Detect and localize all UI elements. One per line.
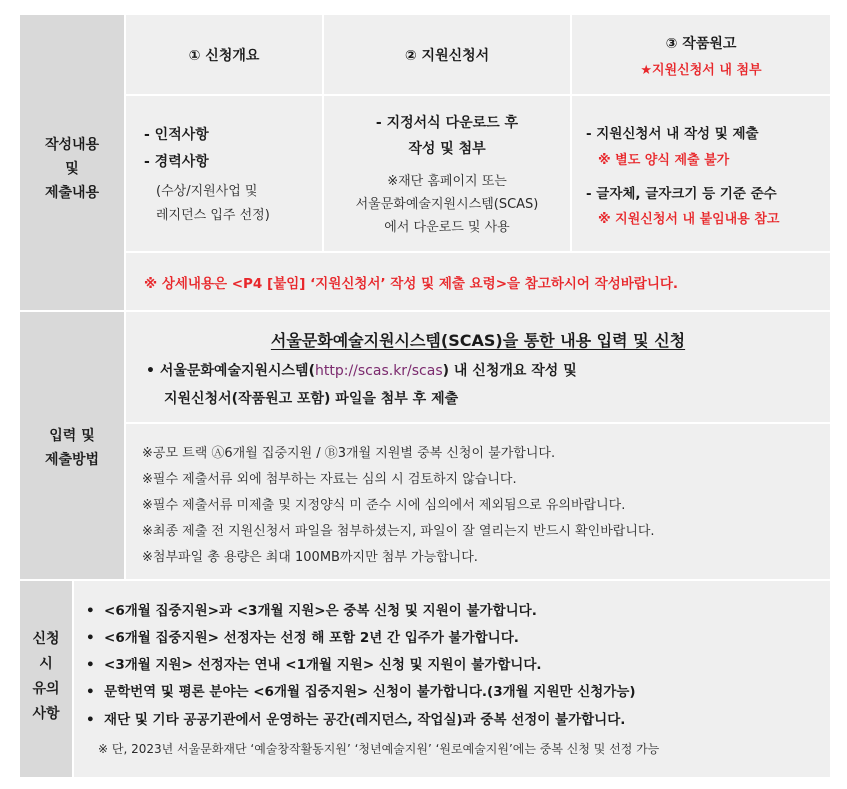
section3-header-line1: 신청 — [32, 631, 60, 647]
section3-header-line3: 유의 — [32, 681, 60, 697]
caution-item: • 문학번역 및 평론 분야는 <6개월 집중지원> 신청이 불가합니다.(3개월 지원만 신청가능) — [86, 684, 636, 700]
col2-line4: 서울문화예술지원시스템(SCAS) — [355, 197, 539, 212]
section1-header-line3: 제출내용 — [44, 185, 100, 201]
col1-body-cell — [126, 96, 322, 251]
note-line: ※공모 트랙 Ⓐ6개월 집중지원 / Ⓑ3개월 지원별 중복 신청이 불가합니다. — [142, 446, 556, 461]
col3-body-cell — [572, 96, 830, 251]
detail-note-cell — [126, 253, 830, 310]
col1-line4: 레지던스 입주 선정) — [156, 208, 270, 223]
note-line: ※필수 제출서류 미제출 및 지정양식 미 준수 시에 심의에서 제외됨으로 유의바랍니다. — [142, 498, 626, 513]
col3-title-cell — [572, 15, 830, 94]
col2-title: ② 지원신청서 — [404, 48, 490, 64]
col3-line2: ※ 별도 양식 제출 불가 — [598, 153, 730, 168]
col3-subtitle: ★지원신청서 내 첨부 — [640, 63, 762, 78]
col1-title-cell — [126, 15, 322, 94]
section1-header-line2: 및 — [65, 161, 79, 177]
col3-title: ③ 작품원고 — [665, 36, 737, 52]
note-line: ※첨부파일 총 용량은 최대 100MB까지만 첨부 가능합니다. — [142, 550, 478, 565]
col2-title-cell — [324, 15, 570, 94]
col1-line1: - 인적사항 — [144, 127, 209, 143]
col1-line2: - 경력사항 — [144, 154, 209, 170]
col2-line5: 에서 다운로드 및 사용 — [384, 220, 510, 235]
scas-bullet-suffix: ) 내 신청개요 작성 및 — [442, 363, 577, 379]
scas-title: 서울문화예술지원시스템(SCAS)을 통한 내용 입력 및 신청 — [270, 331, 686, 350]
scas-bullet-line1 — [146, 360, 830, 380]
caution-item: • <6개월 집중지원> 선정자는 선정 해 포함 2년 간 입주가 불가합니다. — [86, 630, 519, 646]
caution-item: • <3개월 지원> 선정자는 연내 <1개월 지원> 신청 및 지원이 불가합니다. — [86, 657, 542, 673]
col3-line4: ※ 지원신청서 내 붙임내용 참고 — [598, 212, 780, 227]
note-line: ※필수 제출서류 외에 첨부하는 자료는 심의 시 검토하지 않습니다. — [142, 472, 517, 487]
col3-line3: - 글자체, 글자크기 등 기준 준수 — [586, 186, 777, 202]
caution-item: • 재단 및 기타 공공기관에서 운영하는 공간(레지던스, 작업실)과 중복 선정이 불가합니다. — [86, 712, 626, 728]
note-line: ※최종 제출 전 지원신청서 파일을 첨부하셨는지, 파일이 잘 열리는지 반드시 확인바랍니다. — [142, 524, 655, 539]
section2-header-line1: 입력 및 — [49, 428, 95, 444]
caution-cell — [74, 581, 830, 777]
caution-item: • <6개월 집중지원>과 <3개월 지원>은 중복 신청 및 지원이 불가합니다. — [86, 603, 537, 619]
col1-title: ① 신청개요 — [188, 48, 260, 64]
col2-line1: - 지정서식 다운로드 후 — [375, 115, 519, 131]
scas-cell — [126, 312, 830, 422]
scas-link[interactable]: http://scas.kr/scas — [314, 363, 443, 379]
section3-header-line2: 시 — [39, 656, 53, 672]
section1-header — [20, 15, 124, 310]
detail-note: ※ 상세내용은 <P4 [붙임] ‘지원신청서’ 작성 및 제출 요령>을 참고하시어 작성바랍니다. — [144, 276, 679, 292]
col2-line2: 작성 및 첨부 — [408, 141, 486, 157]
scas-bullet-prefix: • 서울문화예술지원시스템( — [146, 363, 315, 379]
caution-footnote: ※ 단, 2023년 서울문화재단 ‘예술창작활동지원’ ‘청년예술지원’ ‘원로예술지원’에는 중복 신청 및 선정 가능 — [98, 742, 660, 756]
col3-line1: - 지원신청서 내 작성 및 제출 — [586, 126, 759, 142]
section3-header-line4: 사항 — [32, 706, 60, 722]
col2-body-cell — [324, 96, 570, 251]
section2-header — [20, 312, 124, 579]
scas-bullet-line2: 지원신청서(작품원고 포함) 파일을 첨부 후 제출 — [164, 391, 459, 407]
section3-header — [20, 581, 72, 777]
section1-header-line1: 작성내용 — [44, 137, 100, 153]
section2-header-line2: 제출방법 — [44, 452, 100, 468]
notes-cell — [126, 424, 830, 579]
col2-line3: ※재단 홈페이지 또는 — [387, 174, 507, 189]
col1-line3: (수상/지원사업 및 — [156, 184, 258, 199]
